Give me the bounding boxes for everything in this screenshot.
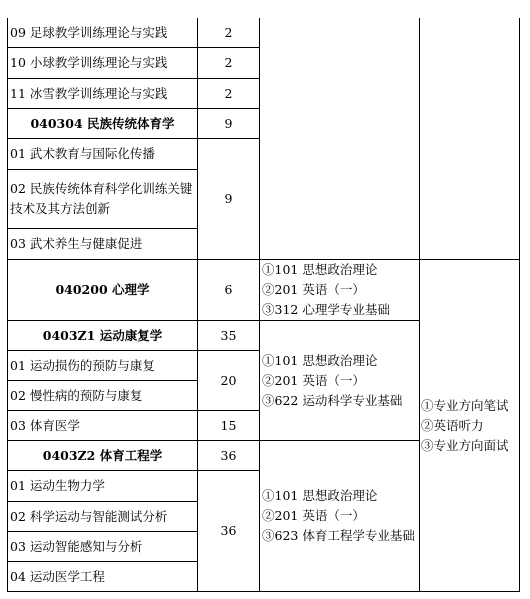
major-header: 040304 民族传统体育学 xyxy=(7,109,198,139)
table-row-name: 01 武术教育与国际化传播 xyxy=(7,139,198,170)
count-cell: 2 xyxy=(198,48,260,79)
major-header: 0403Z2 体育工程学 xyxy=(7,441,198,471)
retest-subjects xyxy=(420,260,520,592)
count-cell: 15 xyxy=(198,411,260,441)
count-cell: 6 xyxy=(198,260,260,321)
count-cell-merged: 36 xyxy=(198,471,260,592)
major-header: 0403Z1 运动康复学 xyxy=(7,321,198,351)
exam-subject: ③312 心理学专业基础 xyxy=(262,302,390,317)
exam-subject: ③622 运动科学专业基础 xyxy=(262,392,403,408)
major-header: 040200 心理学 xyxy=(7,260,198,321)
table-row-name: 02 科学运动与智能测试分析 xyxy=(7,502,198,532)
exam-subjects-rehab xyxy=(260,321,420,441)
table-row-name: 03 运动智能感知与分析 xyxy=(7,532,198,562)
table-row-name: 09 足球教学训练理论与实践 xyxy=(7,18,198,48)
table-row-name: 02 民族传统体育科学化训练关键技术及其方法创新 xyxy=(7,170,198,229)
table-row-name: 04 运动医学工程 xyxy=(7,562,198,592)
exam-subject: ①101 思想政治理论 xyxy=(262,352,378,368)
table-row-name: 11 冰雪教学训练理论与实践 xyxy=(7,79,198,109)
exam-subject: ②201 英语（一） xyxy=(262,372,365,388)
count-cell: 35 xyxy=(198,321,260,351)
count-cell-merged: 9 xyxy=(198,139,260,260)
exam-subjects-engineering xyxy=(260,441,420,592)
retest-item: ①专业方向笔试 xyxy=(421,397,509,413)
exam-subject: ①101 思想政治理论 xyxy=(262,488,378,503)
exam-subject: ③623 体育工程学专业基础 xyxy=(262,528,415,543)
retest-item: ③专业方向面试 xyxy=(421,437,509,453)
count-cell: 36 xyxy=(198,441,260,471)
retest-cell-empty xyxy=(420,18,520,260)
exam-subject: ①101 思想政治理论 xyxy=(262,262,378,277)
count-cell: 2 xyxy=(198,79,260,109)
exam-subject: ②201 英语（一） xyxy=(262,508,365,523)
exam-subject: ②201 英语（一） xyxy=(262,282,365,297)
count-cell-merged: 20 xyxy=(198,351,260,411)
table-row-name: 10 小球教学训练理论与实践 xyxy=(7,48,198,79)
table-row-name: 03 武术养生与健康促进 xyxy=(7,229,198,260)
exam-cell-empty xyxy=(260,18,420,260)
table-row-name: 02 慢性病的预防与康复 xyxy=(7,381,198,411)
exam-subjects-psychology xyxy=(260,260,420,321)
table-row-name: 01 运动损伤的预防与康复 xyxy=(7,351,198,381)
table-row-name: 03 体育医学 xyxy=(7,411,198,441)
retest-item: ②英语听力 xyxy=(421,417,484,433)
count-cell: 9 xyxy=(198,109,260,139)
count-cell: 2 xyxy=(198,18,260,48)
table-row-name: 01 运动生物力学 xyxy=(7,471,198,502)
